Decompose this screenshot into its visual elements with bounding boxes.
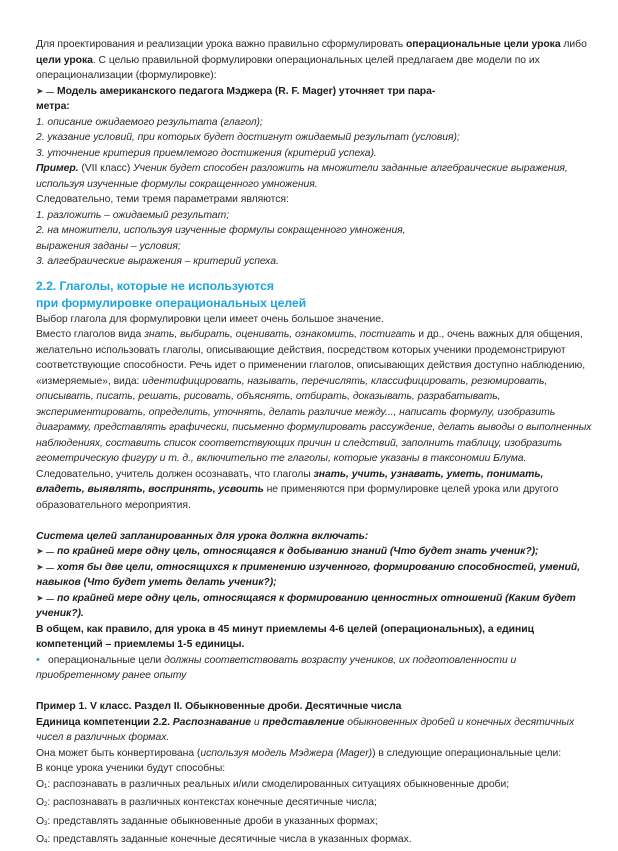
system-item: ➤ хотя бы две цели, относящихся к применению изученного, формированию способностей, умений, навыков (Что будет уметь делать ученик?); [36, 561, 581, 588]
box-glyph-icon [46, 596, 54, 600]
end-of-lesson: В конце урока ученики будут способны: [36, 763, 226, 774]
choice-paragraph: Выбор глагола для формулировки цели имеет очень большое значение. [36, 313, 384, 325]
arrow-bullet-icon: ➤ [36, 592, 44, 603]
objective-item: O2: распознавать в различных контекстах конечные десятичные числа; [36, 797, 377, 808]
bullet-item: • операциональные цели должны соответствовать возрасту учеников, их подготовленности и приобретенному ранее опыту [36, 653, 517, 681]
box-glyph-icon [46, 549, 54, 553]
example-param: 1. разложить – ожидаемый результат; [36, 209, 230, 221]
teacher-paragraph: Следовательно, учитель должен осознавать, что глаголы знать, учить, узнавать, уметь, понимать, владеть, выявлять, воспринять, усвоить не применяются при формулировке целей урока или другого образовательного мероприятия. [36, 468, 559, 511]
example-paragraph: Пример. (VII класс) Ученик будет способен разложить на множители заданные алгебраические выражения, используя изученные формулы сокращенного умножения. [36, 163, 568, 190]
example-param: 2. на множители, используя изученные формулы сокращенного умножения, [36, 225, 406, 236]
bold-term: операциональные цели урока [406, 39, 561, 50]
arrow-bullet-icon: ➤ [36, 546, 44, 556]
objective-item: O3: представлять заданные обыкновенные дроби в указанных формах; [36, 815, 378, 827]
example1-title: Пример 1. V класс. Раздел II. Обыкновенные дроби. Десятичные числа [36, 701, 402, 712]
arrow-bullet-icon: ➤ [36, 85, 44, 96]
objective-item: O4: представлять заданные конечные десятичные числа в указанных формах. [36, 834, 412, 845]
competence-unit: Единица компетенции 2.2. Распознавание и представление обыкновенных дробей и конечных десятичных чисел в различных формах. [36, 716, 575, 743]
dot-bullet-icon: • [36, 653, 40, 666]
instead-paragraph: Вместо глаголов вида знать, выбирать, оценивать, ознакомить, постигать и др., очень важных для общения, желательно использовать глаголы, описывающие действия, посредством которых ученики продемонстрируют соответствующие способности. Речь идет о применении глаголов, описывающих действия доступно наблюдению, «измеряемые», вида: идентифицировать, называть, перечислять, классифицировать, резюмировать, описывать, писать, решать, рисовать, объяснять, отбирать, доказывать, разрабатывать, экспериментировать, определить, уточнять, делать различие между..., написать формулу, изобразить диаграмму, представлять графически, письменно формулировать рассуждение, делать выводы о выполненных наблюдениях, составить список соответствующих причин и следствий, заполнить таблицу, изобразить геометрическую фигуру и т. д., включительно те глаголы, которые указаны в таксономии Блума. [36, 329, 592, 464]
convert-paragraph: Она может быть конвертирована (используя модель Мэджера (Mager)) в следующие операциональные цели: [36, 747, 562, 759]
param-item: 3. уточнение критерия приемлемого достижения (критерий успеха). [36, 147, 377, 159]
document-page: Для проектирования и реализации урока важно правильно сформулировать операциональные цели урока либо цели урока. С целью правильной формулировки операциональных целей предлагаем две модели по их операционализации (формулировке): ➤ Модель американского педагога Мэджера (R. F. Mager) уточняет три пара- метра: 1. описание ожидаемого результата (глагол); 2. указание условий, при которых будет достигнут ожидаемый результат (условия); 3. уточнение критерия приемлемого достижения (критерий успеха). Пример. (VII класс) Ученик будет способен разложить на множители заданные алгебраические выражения, используя изученные формулы сокращенного умножения. Следовательно, теми тремя параметрами являются: 1. разложить – ожидаемый результат; 2. на множители, используя изученные формулы сокращенного умножения, выражения заданы – условия; 3. алгебраические выражения – критерий успеха. 2.2. Глаголы, которые не используются при формулировке операциональных целей Выбор глагола для формулировки цели имеет очень большое значение. Вместо глаголов вида знать, выбирать, оценивать, ознакомить, постигать и др., очень важных для общения, желательно использовать глаголы, описывающие действия, посредством которых ученики продемонстрируют соответствующие способности. Речь идет о применении глаголов, описывающих действия доступно наблюдению, «измеряемые», вида: идентифицировать, называть, перечислять, классифицировать, резюмировать, описывать, писать, решать, рисовать, объяснять, отбирать, доказывать, разрабатывать, экспериментировать, определить, уточнять, делать различие между..., написать формулу, изобразить диаграмму, представлять графически, письменно формулировать рассуждение, делать выводы о выполненных наблюдениях, составить список соответствующих причин и следствий, заполнить таблицу, изобразить геометрическую фигуру и т. д., включительно те глаголы, которые указаны в таксономии Блума. Следовательно, учитель должен осознавать, что глаголы знать, учить, узнавать, уметь, понимать, владеть, выявлять, воспринять, усвоить не применяются при формулировке целей урока или другого образовательного мероприятия. Система целей запланированных для урока должна включать: ➤ по крайней мере одну цель, относящаяся к добыванию знаний (Что будет знать ученик?); ➤ хотя бы две цели, относящихся к применению изученного, формированию способностей, умений, навыков (Что будет уметь делать ученик?); ➤ по крайней мере одну цель, относящаяся к формированию ценностных отношений (Каким будет ученик?). В общем, как правило, для урока в 45 минут приемлемы 4-6 целей (операциональных), а единиц компетенций – приемлемы 1-5 единицы. • операциональные цели должны соответствовать возрасту учеников, их подготовленности и приобретенному ранее опыту Пример 1. V класс. Раздел II. Обыкновенные дроби. Десятичные числа Единица компетенции 2.2. Распознавание и представление обыкновенных дробей и конечных десятичных чисел в различных формах. Она может быть конвертирована (используя модель Мэджера (Mager)) в следующие операциональные цели: В конце урока ученики будут способны: O1: распознавать в различных реальных и/или смоделированных ситуациях обыкновенные дроби; O2: распознавать в различных контекстах конечные десятичные числа; O3: представлять заданные обыкновенные дроби в указанных формах; O4: представлять заданные конечные десятичные числа в указанных формах. [36, 37, 592, 851]
model-title: ➤ Модель американского педагога Мэджера (R. F. Mager) уточняет три пара- [36, 84, 592, 100]
example-param: 3. алгебраические выражения – критерий успеха. [36, 256, 279, 267]
box-glyph-icon [46, 565, 54, 569]
general-rule: В общем, как правило, для урока в 45 минут приемлемы 4-6 целей (операциональных), а единиц компетенций – приемлемы 1-5 единицы. [36, 623, 534, 650]
param-item: 1. описание ожидаемого результата (глагол); [36, 116, 263, 128]
box-glyph-icon [46, 89, 54, 93]
arrow-bullet-icon: ➤ [36, 561, 44, 572]
param-item: 2. указание условий, при которых будет достигнут ожидаемый результат (условия); [36, 132, 460, 143]
system-item: ➤ по крайней мере одну цель, относящаяся к добыванию знаний (Что будет знать ученик?); [36, 544, 592, 560]
system-item: ➤ по крайней мере одну цель, относящаяся к формированию ценностных отношений (Каким будет ученик?). [36, 592, 576, 619]
section-heading: 2.2. Глаголы, которые не используются при формулировке операциональных целей [36, 278, 307, 310]
intro-paragraph: Для проектирования и реализации урока важно правильно сформулировать операциональные цели урока либо цели урока. С целью правильной формулировки операциональных целей предлагаем две модели по их операционализации (формулировке): [36, 39, 587, 81]
system-title: Система целей запланированных для урока должна включать: [36, 530, 369, 542]
bold-term: цели урока [36, 54, 93, 66]
example-param: выражения заданы – условия; [36, 240, 181, 252]
objective-item: O1: распознавать в различных реальных и/или смоделированных ситуациях обыкновенные дроби; [36, 778, 510, 790]
consequently-text: Следовательно, теми тремя параметрами являются: [36, 194, 289, 205]
